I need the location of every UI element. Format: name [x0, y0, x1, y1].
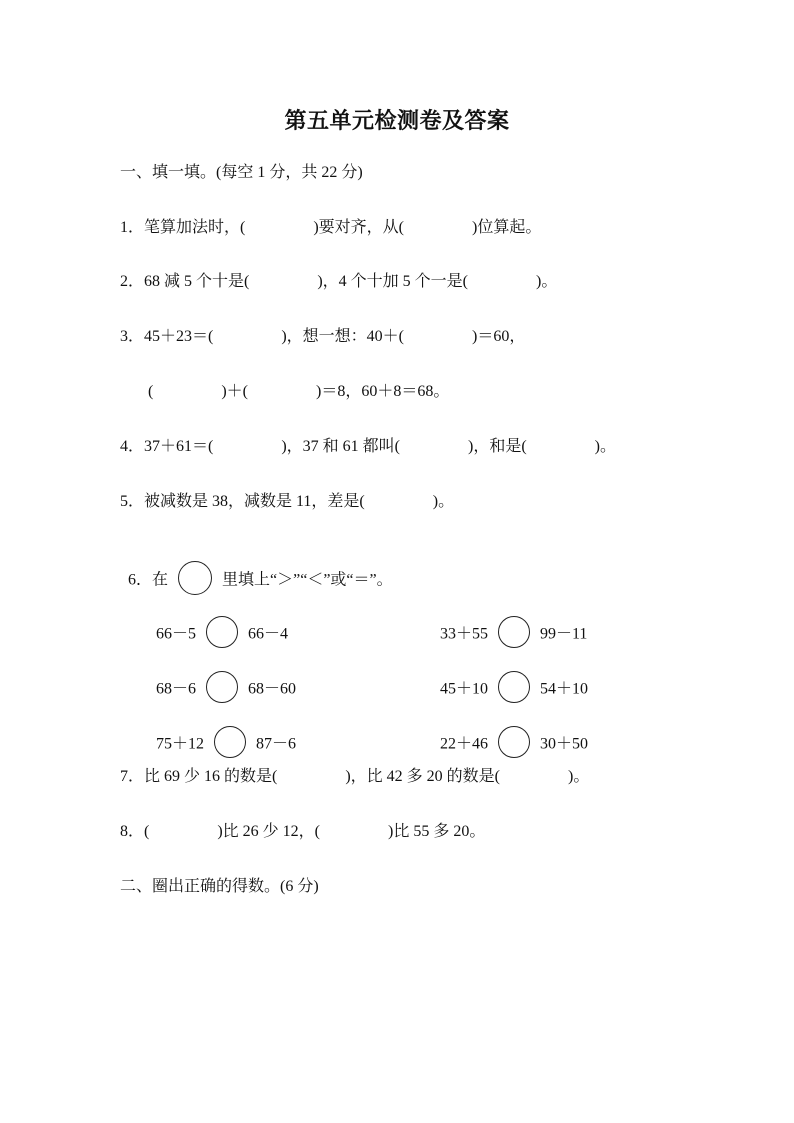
compare-left: 22＋46	[440, 735, 489, 753]
compare-item	[148, 657, 296, 703]
compare-item	[148, 712, 296, 758]
question-5: 5．被减数是 38，减数是 11，差是( )。	[120, 493, 455, 510]
question-3-line-2: ( )＋( )＝8，60＋8＝68。	[148, 383, 450, 400]
compare-left: 68－6	[156, 680, 197, 698]
compare-right: 66－4	[248, 625, 289, 643]
answer-circle[interactable]	[498, 726, 530, 758]
question-6-instruction: 里填上“＞”“＜”或“＝”。	[222, 571, 393, 589]
answer-circle[interactable]	[206, 616, 238, 648]
question-4: 4．37＋61＝( )，37 和 61 都叫( )，和是( )。	[120, 438, 616, 455]
blank-circle-icon	[178, 561, 212, 595]
compare-right: 54＋10	[540, 680, 589, 698]
question-3-line-1: 3．45＋23＝( )，想一想：40＋( )＝60，	[120, 328, 526, 345]
section-1-header: 一、填一填。(每空 1 分，共 22 分)	[120, 164, 363, 181]
compare-item	[432, 602, 587, 648]
section-2-header: 二、圈出正确的得数。(6 分)	[120, 878, 319, 895]
compare-right: 99－11	[540, 625, 588, 643]
compare-right: 30＋50	[540, 735, 589, 753]
answer-circle[interactable]	[214, 726, 246, 758]
compare-item	[432, 657, 588, 703]
question-6-prefix: 6．在	[128, 571, 169, 589]
answer-circle[interactable]	[498, 616, 530, 648]
page-title: 第五单元检测卷及答案	[284, 109, 510, 134]
compare-left: 45＋10	[440, 680, 489, 698]
answer-circle[interactable]	[206, 671, 238, 703]
compare-item	[432, 712, 588, 758]
compare-left: 66－5	[156, 625, 197, 643]
compare-right: 68－60	[248, 680, 297, 698]
compare-right: 87－6	[256, 735, 297, 753]
question-8: 8．( )比 26 少 12，( )比 55 多 20。	[120, 823, 486, 840]
answer-circle[interactable]	[498, 671, 530, 703]
compare-item	[148, 602, 288, 648]
question-7: 7．比 69 少 16 的数是( )，比 42 多 20 的数是( )。	[120, 768, 590, 785]
question-1: 1．笔算加法时，( )要对齐，从( )位算起。	[120, 219, 542, 236]
question-2: 2．68 减 5 个十是( )，4 个十加 5 个一是( )。	[120, 273, 558, 290]
compare-left: 33＋55	[440, 625, 489, 643]
question-6	[120, 547, 393, 595]
compare-left: 75＋12	[156, 735, 205, 753]
